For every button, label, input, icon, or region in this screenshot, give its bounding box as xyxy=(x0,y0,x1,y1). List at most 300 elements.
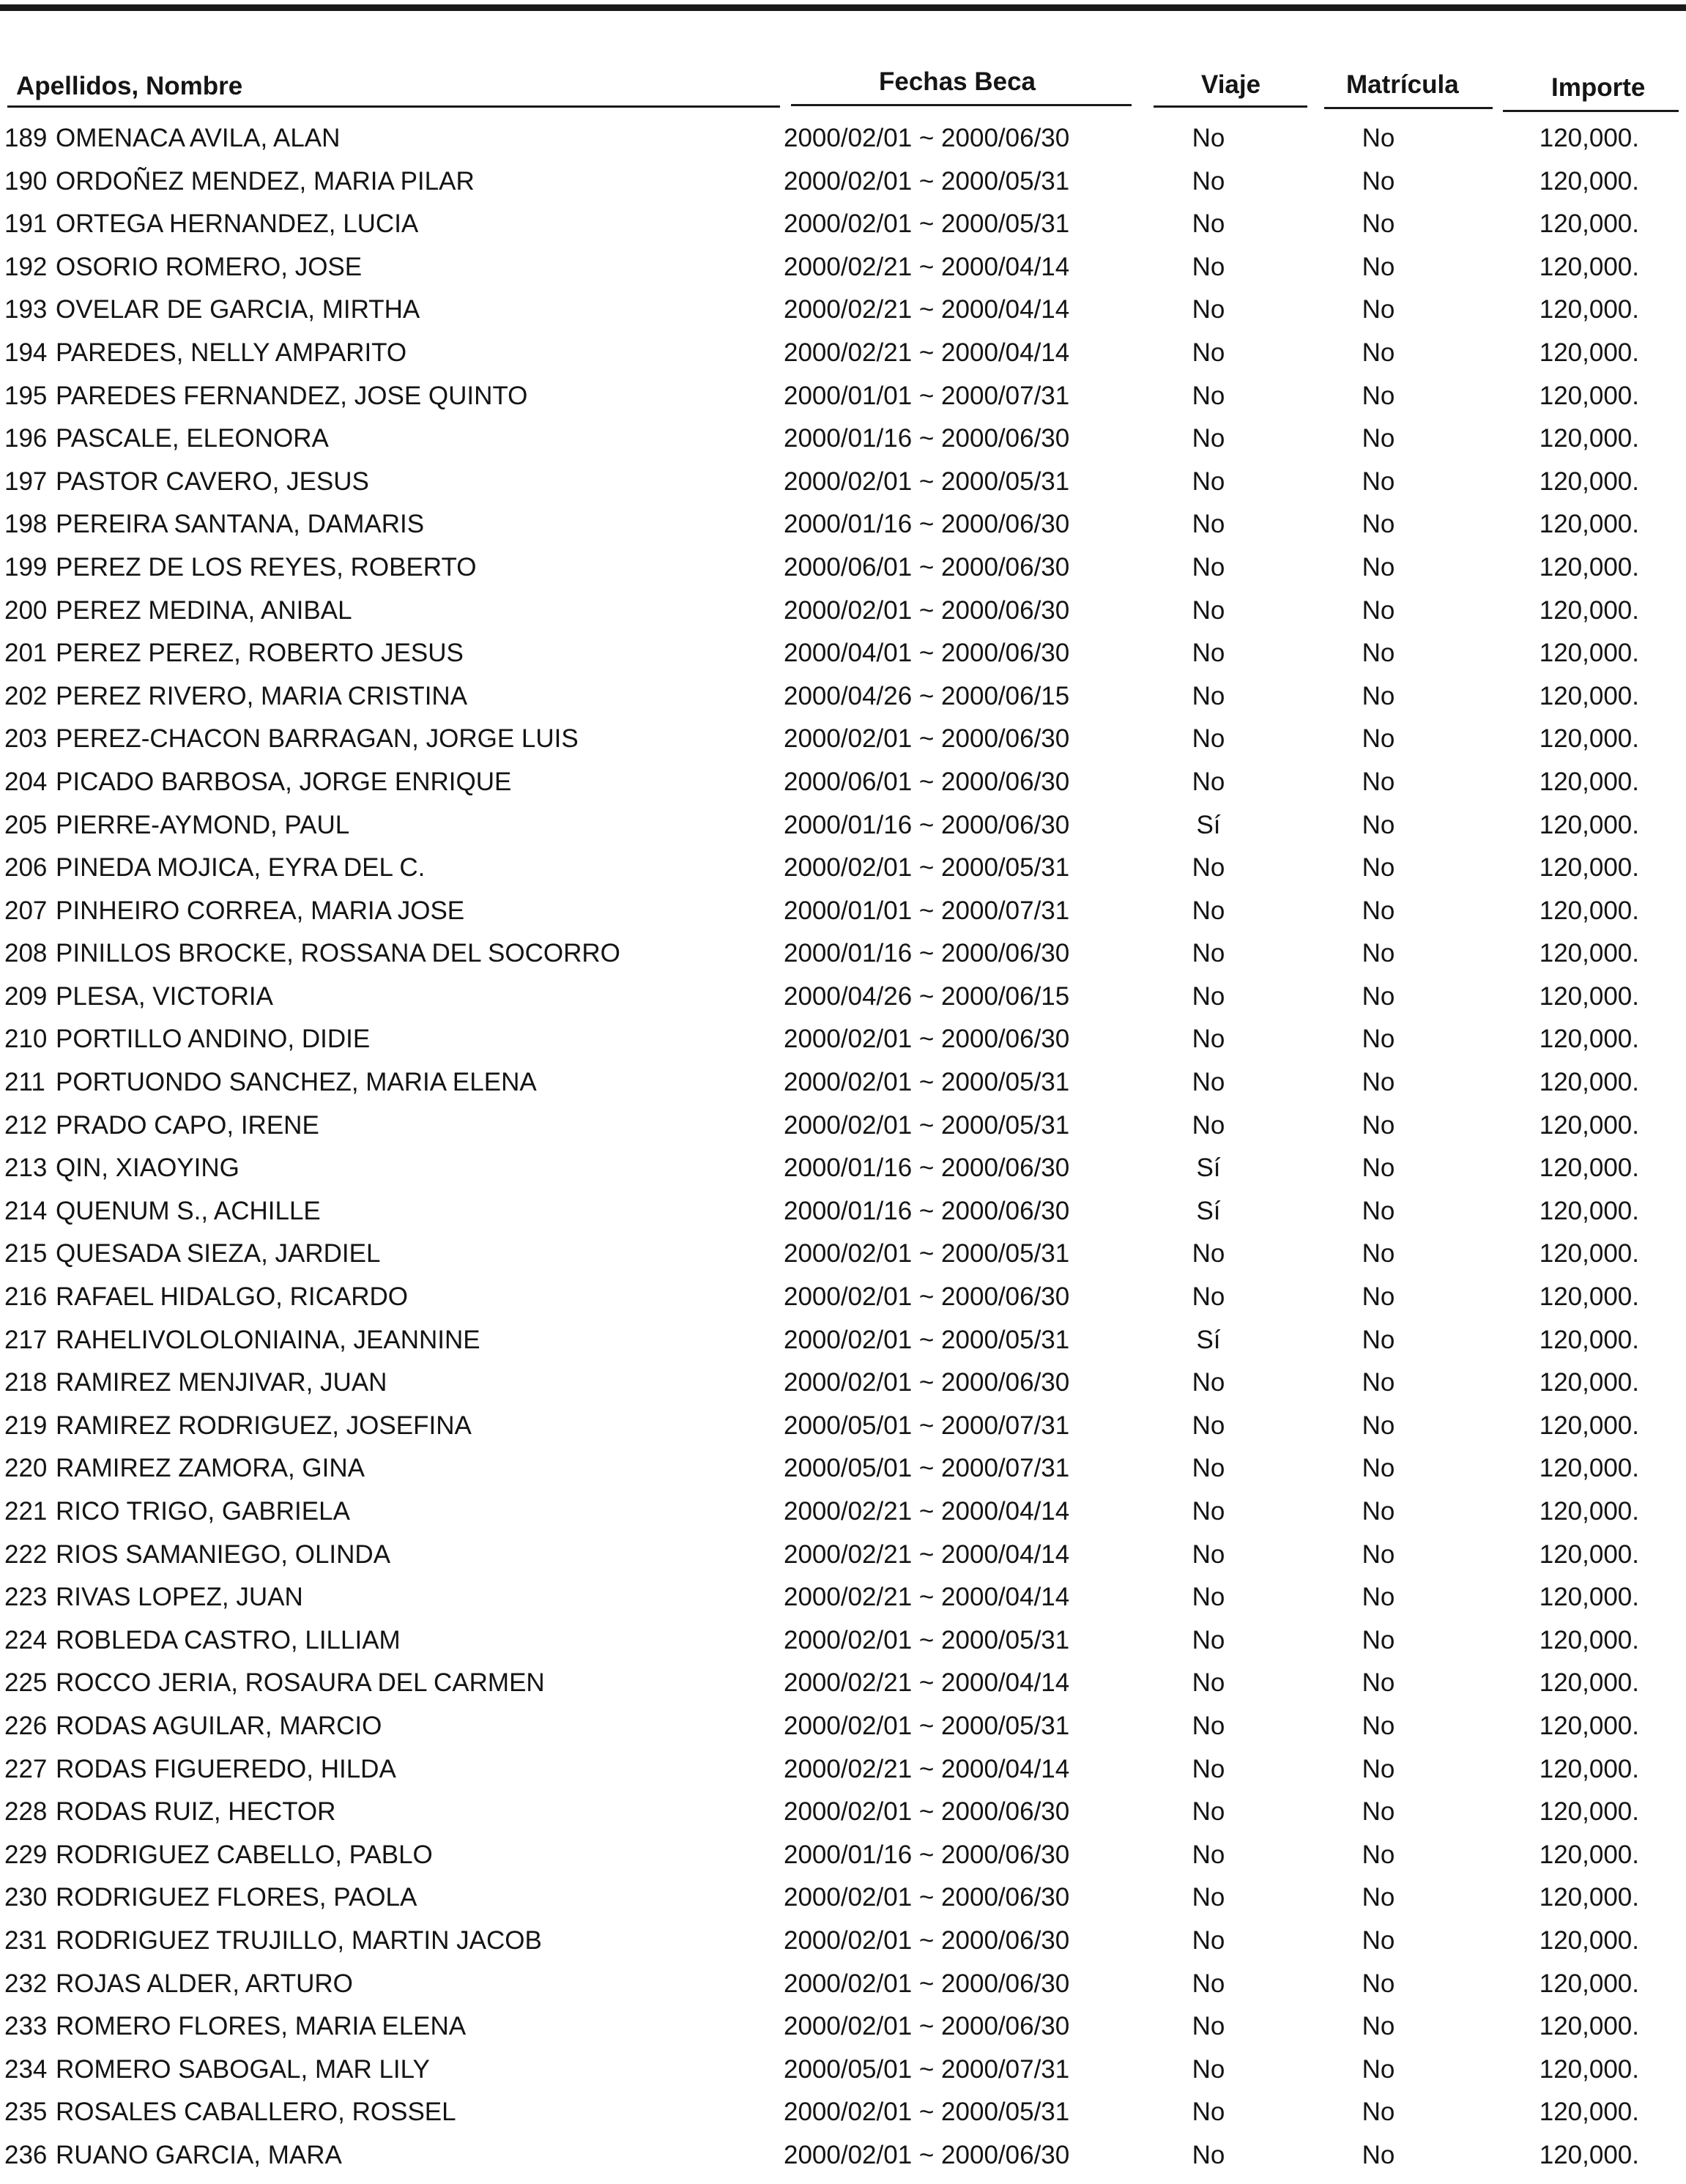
header-matricula: Matrícula xyxy=(1346,70,1459,99)
row-importe: 120,000. xyxy=(1539,510,1639,539)
row-viaje: No xyxy=(1192,595,1225,625)
row-importe: 120,000. xyxy=(1539,1583,1639,1612)
row-name: PEREZ-CHACON BARRAGAN, JORGE LUIS xyxy=(56,724,579,754)
row-matricula: No xyxy=(1362,2012,1395,2041)
table-row xyxy=(0,503,1686,546)
row-fechas: 2000/05/01 ~ 2000/07/31 xyxy=(784,2054,1070,2084)
table-row xyxy=(0,590,1686,633)
table-row xyxy=(0,1319,1686,1362)
row-fechas: 2000/02/21 ~ 2000/04/14 xyxy=(784,1583,1070,1612)
row-importe: 120,000. xyxy=(1539,295,1639,324)
row-viaje: No xyxy=(1192,1711,1225,1740)
row-fechas: 2000/02/01 ~ 2000/05/31 xyxy=(784,1239,1070,1269)
row-name: QUENUM S., ACHILLE xyxy=(56,1196,321,1225)
row-viaje: No xyxy=(1192,1668,1225,1698)
row-fechas: 2000/02/01 ~ 2000/06/30 xyxy=(784,1883,1070,1912)
row-name: RIOS SAMANIEGO, OLINDA xyxy=(56,1539,391,1569)
row-name: RODAS RUIZ, HECTOR xyxy=(56,1797,336,1827)
row-number: 197 xyxy=(4,467,48,496)
row-number: 219 xyxy=(4,1411,48,1440)
row-name: RODRIGUEZ TRUJILLO, MARTIN JACOB xyxy=(56,1925,542,1955)
row-fechas: 2000/02/01 ~ 2000/06/30 xyxy=(784,1925,1070,1955)
row-importe: 120,000. xyxy=(1539,209,1639,239)
row-name: PRADO CAPO, IRENE xyxy=(56,1110,319,1140)
row-importe: 120,000. xyxy=(1539,1883,1639,1912)
row-number: 233 xyxy=(4,2012,48,2041)
row-name: RICO TRIGO, GABRIELA xyxy=(56,1497,350,1526)
row-name: ROSALES CABALLERO, ROSSEL xyxy=(56,2098,456,2127)
row-number: 230 xyxy=(4,1883,48,1912)
header-rule-nombre xyxy=(7,105,780,108)
table-row xyxy=(0,246,1686,289)
row-name: PINHEIRO CORREA, MARIA JOSE xyxy=(56,896,465,925)
row-importe: 120,000. xyxy=(1539,939,1639,968)
row-number: 236 xyxy=(4,2140,48,2169)
row-number: 221 xyxy=(4,1497,48,1526)
row-number: 200 xyxy=(4,595,48,625)
row-number: 202 xyxy=(4,681,48,710)
row-viaje: No xyxy=(1192,724,1225,754)
row-viaje: No xyxy=(1192,1368,1225,1397)
table-row xyxy=(0,675,1686,718)
row-viaje: No xyxy=(1192,381,1225,410)
row-fechas: 2000/04/26 ~ 2000/06/15 xyxy=(784,681,1070,710)
row-fechas: 2000/02/21 ~ 2000/04/14 xyxy=(784,1668,1070,1698)
row-number: 225 xyxy=(4,1668,48,1698)
row-viaje: No xyxy=(1192,552,1225,582)
row-name: PEREIRA SANTANA, DAMARIS xyxy=(56,510,425,539)
row-matricula: No xyxy=(1362,1797,1395,1827)
row-importe: 120,000. xyxy=(1539,252,1639,281)
row-importe: 120,000. xyxy=(1539,338,1639,367)
row-name: PASTOR CAVERO, JESUS xyxy=(56,467,369,496)
table-row xyxy=(0,1233,1686,1276)
row-importe: 120,000. xyxy=(1539,1154,1639,1183)
row-importe: 120,000. xyxy=(1539,1239,1639,1269)
row-fechas: 2000/01/16 ~ 2000/06/30 xyxy=(784,1196,1070,1225)
table-row xyxy=(0,1876,1686,1920)
table-body xyxy=(0,117,1686,2177)
row-viaje: No xyxy=(1192,1797,1225,1827)
row-matricula: No xyxy=(1362,1196,1395,1225)
row-matricula: No xyxy=(1362,1368,1395,1397)
row-importe: 120,000. xyxy=(1539,1668,1639,1698)
row-number: 235 xyxy=(4,2098,48,2127)
row-number: 204 xyxy=(4,767,48,796)
top-rule xyxy=(0,4,1686,11)
row-matricula: No xyxy=(1362,681,1395,710)
table-row xyxy=(0,332,1686,375)
row-number: 228 xyxy=(4,1797,48,1827)
row-matricula: No xyxy=(1362,209,1395,239)
row-fechas: 2000/02/21 ~ 2000/04/14 xyxy=(784,295,1070,324)
row-matricula: No xyxy=(1362,1583,1395,1612)
row-number: 217 xyxy=(4,1325,48,1354)
row-importe: 120,000. xyxy=(1539,1497,1639,1526)
row-matricula: No xyxy=(1362,510,1395,539)
row-name: ROMERO SABOGAL, MAR LILY xyxy=(56,2054,430,2084)
row-number: 194 xyxy=(4,338,48,367)
table-row xyxy=(0,1061,1686,1104)
row-name: QIN, XIAOYING xyxy=(56,1154,239,1183)
row-fechas: 2000/02/01 ~ 2000/05/31 xyxy=(784,1325,1070,1354)
row-matricula: No xyxy=(1362,1969,1395,1998)
row-number: 190 xyxy=(4,166,48,196)
row-name: ROCCO JERIA, ROSAURA DEL CARMEN xyxy=(56,1668,545,1698)
row-name: RAMIREZ ZAMORA, GINA xyxy=(56,1454,365,1483)
row-matricula: No xyxy=(1362,1625,1395,1654)
row-importe: 120,000. xyxy=(1539,467,1639,496)
row-matricula: No xyxy=(1362,1454,1395,1483)
row-number: 195 xyxy=(4,381,48,410)
row-viaje: No xyxy=(1192,1239,1225,1269)
table-row xyxy=(0,203,1686,246)
row-matricula: No xyxy=(1362,981,1395,1011)
row-importe: 120,000. xyxy=(1539,1068,1639,1097)
row-fechas: 2000/02/01 ~ 2000/05/31 xyxy=(784,467,1070,496)
row-viaje: No xyxy=(1192,467,1225,496)
row-fechas: 2000/01/16 ~ 2000/06/30 xyxy=(784,810,1070,839)
table-row xyxy=(0,761,1686,804)
row-fechas: 2000/05/01 ~ 2000/07/31 xyxy=(784,1454,1070,1483)
row-fechas: 2000/02/01 ~ 2000/05/31 xyxy=(784,166,1070,196)
row-viaje: No xyxy=(1192,2140,1225,2169)
row-viaje: No xyxy=(1192,252,1225,281)
row-matricula: No xyxy=(1362,252,1395,281)
row-importe: 120,000. xyxy=(1539,1754,1639,1783)
header-importe: Importe xyxy=(1551,73,1646,102)
row-fechas: 2000/02/01 ~ 2000/06/30 xyxy=(784,2012,1070,2041)
row-name: PASCALE, ELEONORA xyxy=(56,424,329,453)
row-name: RODRIGUEZ CABELLO, PABLO xyxy=(56,1840,433,1869)
row-fechas: 2000/01/01 ~ 2000/07/31 xyxy=(784,896,1070,925)
row-number: 215 xyxy=(4,1239,48,1269)
row-matricula: No xyxy=(1362,467,1395,496)
table-row xyxy=(0,1190,1686,1233)
table-row xyxy=(0,1104,1686,1148)
table-row xyxy=(0,976,1686,1019)
row-viaje: No xyxy=(1192,1454,1225,1483)
row-importe: 120,000. xyxy=(1539,2140,1639,2169)
row-name: ROJAS ALDER, ARTURO xyxy=(56,1969,353,1998)
row-name: RODAS FIGUEREDO, HILDA xyxy=(56,1754,396,1783)
header-viaje: Viaje xyxy=(1201,70,1261,99)
row-name: RODAS AGUILAR, MARCIO xyxy=(56,1711,382,1740)
row-name: PINILLOS BROCKE, ROSSANA DEL SOCORRO xyxy=(56,939,620,968)
row-viaje: No xyxy=(1192,1883,1225,1912)
row-fechas: 2000/02/21 ~ 2000/04/14 xyxy=(784,338,1070,367)
row-viaje: Sí xyxy=(1196,1325,1221,1354)
row-name: PIERRE-AYMOND, PAUL xyxy=(56,810,350,839)
row-name: PINEDA MOJICA, EYRA DEL C. xyxy=(56,853,426,883)
row-name: PAREDES, NELLY AMPARITO xyxy=(56,338,407,367)
row-matricula: No xyxy=(1362,939,1395,968)
row-viaje: No xyxy=(1192,2012,1225,2041)
table-row xyxy=(0,1447,1686,1490)
row-fechas: 2000/02/01 ~ 2000/05/31 xyxy=(784,1711,1070,1740)
row-matricula: No xyxy=(1362,1711,1395,1740)
row-name: RAFAEL HIDALGO, RICARDO xyxy=(56,1282,409,1312)
row-matricula: No xyxy=(1362,1497,1395,1526)
table-row xyxy=(0,1576,1686,1619)
row-name: OSORIO ROMERO, JOSE xyxy=(56,252,363,281)
row-viaje: No xyxy=(1192,424,1225,453)
row-fechas: 2000/04/01 ~ 2000/06/30 xyxy=(784,639,1070,668)
row-importe: 120,000. xyxy=(1539,767,1639,796)
row-fechas: 2000/02/21 ~ 2000/04/14 xyxy=(784,1754,1070,1783)
row-matricula: No xyxy=(1362,1282,1395,1312)
row-fechas: 2000/02/21 ~ 2000/04/14 xyxy=(784,1539,1070,1569)
row-fechas: 2000/01/16 ~ 2000/06/30 xyxy=(784,1154,1070,1183)
row-name: PORTILLO ANDINO, DIDIE xyxy=(56,1025,371,1054)
row-viaje: No xyxy=(1192,1925,1225,1955)
row-fechas: 2000/02/01 ~ 2000/06/30 xyxy=(784,2140,1070,2169)
header-rule-matricula xyxy=(1324,107,1493,109)
table-row xyxy=(0,1147,1686,1190)
row-importe: 120,000. xyxy=(1539,1539,1639,1569)
row-name: RAMIREZ RODRIGUEZ, JOSEFINA xyxy=(56,1411,472,1440)
row-viaje: No xyxy=(1192,510,1225,539)
row-viaje: No xyxy=(1192,681,1225,710)
row-matricula: No xyxy=(1362,1539,1395,1569)
row-matricula: No xyxy=(1362,896,1395,925)
row-name: RIVAS LOPEZ, JUAN xyxy=(56,1583,303,1612)
row-viaje: No xyxy=(1192,853,1225,883)
row-number: 231 xyxy=(4,1925,48,1955)
row-number: 226 xyxy=(4,1711,48,1740)
table-row xyxy=(0,1748,1686,1791)
row-importe: 120,000. xyxy=(1539,2098,1639,2127)
header-fechas: Fechas Beca xyxy=(879,67,1036,96)
row-importe: 120,000. xyxy=(1539,1969,1639,1998)
row-importe: 120,000. xyxy=(1539,1925,1639,1955)
row-matricula: No xyxy=(1362,1068,1395,1097)
table-row xyxy=(0,847,1686,890)
row-fechas: 2000/02/01 ~ 2000/06/30 xyxy=(784,1282,1070,1312)
table-row xyxy=(0,1662,1686,1705)
row-importe: 120,000. xyxy=(1539,166,1639,196)
row-number: 224 xyxy=(4,1625,48,1654)
table-row xyxy=(0,2049,1686,2092)
row-number: 213 xyxy=(4,1154,48,1183)
row-number: 214 xyxy=(4,1196,48,1225)
row-matricula: No xyxy=(1362,810,1395,839)
row-importe: 120,000. xyxy=(1539,1411,1639,1440)
row-matricula: No xyxy=(1362,1025,1395,1054)
row-number: 208 xyxy=(4,939,48,968)
row-importe: 120,000. xyxy=(1539,424,1639,453)
row-viaje: No xyxy=(1192,639,1225,668)
row-number: 193 xyxy=(4,295,48,324)
row-fechas: 2000/02/01 ~ 2000/05/31 xyxy=(784,1068,1070,1097)
row-name: ROBLEDA CASTRO, LILLIAM xyxy=(56,1625,401,1654)
row-matricula: No xyxy=(1362,2098,1395,2127)
row-name: ROMERO FLORES, MARIA ELENA xyxy=(56,2012,467,2041)
row-name: PEREZ PEREZ, ROBERTO JESUS xyxy=(56,639,464,668)
row-fechas: 2000/01/16 ~ 2000/06/30 xyxy=(784,424,1070,453)
table-row xyxy=(0,1362,1686,1405)
table-row xyxy=(0,632,1686,675)
row-number: 201 xyxy=(4,639,48,668)
row-name: PEREZ DE LOS REYES, ROBERTO xyxy=(56,552,477,582)
row-importe: 120,000. xyxy=(1539,896,1639,925)
row-viaje: No xyxy=(1192,124,1225,152)
row-matricula: No xyxy=(1362,2140,1395,2169)
table-row xyxy=(0,2005,1686,2049)
row-name: RAHELIVOLOLONIAINA, JEANNINE xyxy=(56,1325,480,1354)
table-row xyxy=(0,890,1686,933)
row-matricula: No xyxy=(1362,767,1395,796)
table-row xyxy=(0,1276,1686,1319)
table-row xyxy=(0,1619,1686,1663)
row-fechas: 2000/02/01 ~ 2000/06/30 xyxy=(784,1368,1070,1397)
row-fechas: 2000/01/01 ~ 2000/07/31 xyxy=(784,381,1070,410)
row-fechas: 2000/02/01 ~ 2000/05/31 xyxy=(784,209,1070,239)
row-viaje: No xyxy=(1192,1025,1225,1054)
table-row xyxy=(0,1791,1686,1834)
row-number: 205 xyxy=(4,810,48,839)
row-viaje: No xyxy=(1192,1110,1225,1140)
row-viaje: No xyxy=(1192,1754,1225,1783)
row-name: PORTUONDO SANCHEZ, MARIA ELENA xyxy=(56,1068,537,1097)
row-fechas: 2000/02/01 ~ 2000/06/30 xyxy=(784,124,1070,152)
row-matricula: No xyxy=(1362,1154,1395,1183)
row-number: 191 xyxy=(4,209,48,239)
row-matricula: No xyxy=(1362,1239,1395,1269)
row-importe: 120,000. xyxy=(1539,2012,1639,2041)
row-fechas: 2000/06/01 ~ 2000/06/30 xyxy=(784,552,1070,582)
row-number: 198 xyxy=(4,510,48,539)
row-fechas: 2000/01/16 ~ 2000/06/30 xyxy=(784,510,1070,539)
row-matricula: No xyxy=(1362,2054,1395,2084)
row-number: 196 xyxy=(4,424,48,453)
row-matricula: No xyxy=(1362,639,1395,668)
table-row xyxy=(0,117,1686,160)
row-viaje: No xyxy=(1192,981,1225,1011)
row-viaje: No xyxy=(1192,1282,1225,1312)
row-viaje: No xyxy=(1192,1411,1225,1440)
row-number: 206 xyxy=(4,853,48,883)
row-name: OVELAR DE GARCIA, MIRTHA xyxy=(56,295,420,324)
row-number: 207 xyxy=(4,896,48,925)
row-number: 223 xyxy=(4,1583,48,1612)
row-fechas: 2000/02/01 ~ 2000/06/30 xyxy=(784,595,1070,625)
table-header xyxy=(0,59,1686,117)
row-viaje: No xyxy=(1192,295,1225,324)
row-matricula: No xyxy=(1362,1925,1395,1955)
row-matricula: No xyxy=(1362,853,1395,883)
row-name: PICADO BARBOSA, JORGE ENRIQUE xyxy=(56,767,512,796)
row-matricula: No xyxy=(1362,166,1395,196)
row-importe: 120,000. xyxy=(1539,124,1639,152)
row-fechas: 2000/01/16 ~ 2000/06/30 xyxy=(784,939,1070,968)
row-number: 232 xyxy=(4,1969,48,1998)
row-importe: 120,000. xyxy=(1539,1368,1639,1397)
row-name: RODRIGUEZ FLORES, PAOLA xyxy=(56,1883,417,1912)
row-fechas: 2000/02/21 ~ 2000/04/14 xyxy=(784,1497,1070,1526)
table-row xyxy=(0,932,1686,976)
row-viaje: No xyxy=(1192,209,1225,239)
row-fechas: 2000/02/01 ~ 2000/05/31 xyxy=(784,853,1070,883)
row-importe: 120,000. xyxy=(1539,853,1639,883)
row-matricula: No xyxy=(1362,724,1395,754)
row-name: QUESADA SIEZA, JARDIEL xyxy=(56,1239,381,1269)
row-fechas: 2000/02/01 ~ 2000/06/30 xyxy=(784,724,1070,754)
table-row xyxy=(0,1920,1686,1963)
row-importe: 120,000. xyxy=(1539,552,1639,582)
row-matricula: No xyxy=(1362,1754,1395,1783)
row-fechas: 2000/05/01 ~ 2000/07/31 xyxy=(784,1411,1070,1440)
row-matricula: No xyxy=(1362,124,1395,152)
row-viaje: No xyxy=(1192,767,1225,796)
row-number: 189 xyxy=(4,124,48,152)
row-importe: 120,000. xyxy=(1539,595,1639,625)
row-matricula: No xyxy=(1362,1325,1395,1354)
row-viaje: No xyxy=(1192,2098,1225,2127)
row-fechas: 2000/06/01 ~ 2000/06/30 xyxy=(784,767,1070,796)
row-number: 211 xyxy=(4,1068,45,1097)
row-name: PAREDES FERNANDEZ, JOSE QUINTO xyxy=(56,381,528,410)
table-row xyxy=(0,160,1686,204)
table-row xyxy=(0,2091,1686,2134)
row-matricula: No xyxy=(1362,1110,1395,1140)
row-importe: 120,000. xyxy=(1539,724,1639,754)
table-row xyxy=(0,417,1686,461)
row-number: 210 xyxy=(4,1025,48,1054)
row-viaje: No xyxy=(1192,1583,1225,1612)
table-row xyxy=(0,804,1686,847)
row-number: 218 xyxy=(4,1368,48,1397)
row-importe: 120,000. xyxy=(1539,981,1639,1011)
table-row xyxy=(0,375,1686,418)
row-importe: 120,000. xyxy=(1539,1110,1639,1140)
row-name: PEREZ MEDINA, ANIBAL xyxy=(56,595,352,625)
row-importe: 120,000. xyxy=(1539,639,1639,668)
row-viaje: No xyxy=(1192,1840,1225,1869)
row-importe: 120,000. xyxy=(1539,681,1639,710)
row-viaje: No xyxy=(1192,896,1225,925)
row-fechas: 2000/02/01 ~ 2000/06/30 xyxy=(784,1797,1070,1827)
row-fechas: 2000/02/01 ~ 2000/05/31 xyxy=(784,1625,1070,1654)
row-fechas: 2000/02/01 ~ 2000/05/31 xyxy=(784,1110,1070,1140)
row-matricula: No xyxy=(1362,1883,1395,1912)
header-rule-fechas xyxy=(791,104,1132,106)
row-fechas: 2000/02/01 ~ 2000/05/31 xyxy=(784,2098,1070,2127)
row-importe: 120,000. xyxy=(1539,2054,1639,2084)
row-viaje: No xyxy=(1192,1969,1225,1998)
header-rule-importe xyxy=(1503,110,1679,112)
row-importe: 120,000. xyxy=(1539,1454,1639,1483)
row-viaje: No xyxy=(1192,1539,1225,1569)
row-fechas: 2000/02/21 ~ 2000/04/14 xyxy=(784,252,1070,281)
table-row xyxy=(0,1534,1686,1577)
row-name: ORDOÑEZ MENDEZ, MARIA PILAR xyxy=(56,166,475,196)
row-viaje: No xyxy=(1192,1068,1225,1097)
row-matricula: No xyxy=(1362,338,1395,367)
row-matricula: No xyxy=(1362,381,1395,410)
row-viaje: Sí xyxy=(1196,1196,1221,1225)
row-number: 199 xyxy=(4,552,48,582)
row-number: 234 xyxy=(4,2054,48,2084)
row-number: 192 xyxy=(4,252,48,281)
row-number: 227 xyxy=(4,1754,48,1783)
table-row xyxy=(0,718,1686,761)
row-viaje: No xyxy=(1192,1625,1225,1654)
row-matricula: No xyxy=(1362,424,1395,453)
table-row xyxy=(0,1405,1686,1448)
row-viaje: No xyxy=(1192,166,1225,196)
row-name: RUANO GARCIA, MARA xyxy=(56,2140,342,2169)
